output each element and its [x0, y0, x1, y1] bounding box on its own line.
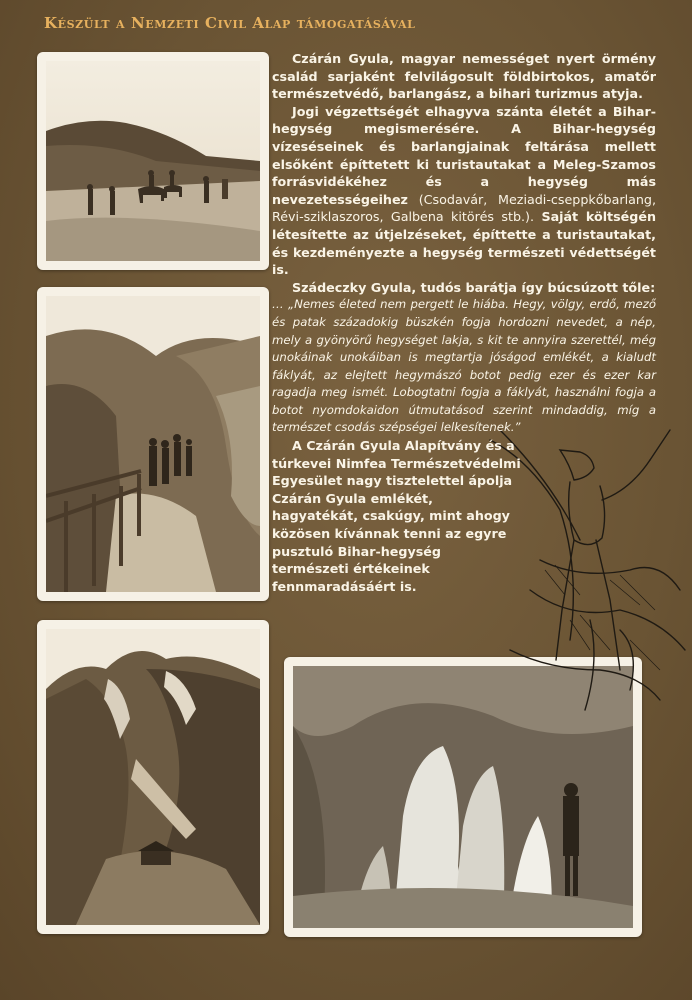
- horse-riders-photo: [37, 52, 269, 270]
- page-header: Készült a Nemzeti Civil Alap támogatásával: [44, 14, 416, 32]
- foundation-paragraph: A Czárán Gyula Alapítvány és a túrkevei Nimfea Természetvédelmi Egyesület nagy tisztelettel ápolja Czárán Gyula emlékét, hagyatékát, csakúgy, mint ahogy közösen kívánnak tenni az egyre pusztuló Bihar-hegység természeti értékeinek fennmaradásáért is.: [272, 438, 521, 594]
- biography-bold-end: Saját költségén létesítette az útjelzéseket, építtette a turistautakat, és kezdeményezte a hegység természeti védettségét is.: [272, 209, 656, 278]
- farewell-quote: … „Nemes életed nem pergett le hiába. Hegy, völgy, erdő, mező és patak századokig büszkén fogja hordozni nevedet, a nép, mely a gyönyörű hegységet lakja, s kit te annyira szerettél, még unokáinak unokáiban is megtartja jóságod emlékét, a kialudt fáklyát, az elejtett hegymászó botot pedig ezer és ezer kar ragadja meg ismét. Lobogtatni fogja a fáklyát, használni fogja a botot nyomdokaidon útmutatásod szerint mindaddig, míg a természet csodás szépségei lelkesítenek.”: [272, 297, 656, 435]
- mountain-valley-photo: [37, 620, 269, 934]
- article-text: [272, 50, 656, 595]
- farewell-intro: Szádeczky Gyula, tudós barátja így búcsúzott tőle:: [292, 279, 656, 295]
- biography-places: (Csodavár, Meziadi-cseppkőbarlang, Révi-sziklaszoros, Galbena kitörés stb.).: [272, 191, 656, 225]
- intro-paragraph: Czárán Gyula, magyar nemességet nyert örmény család sarjaként felvilágosult földbirtokos, amatőr természetvédő, barlangász, a bihari turizmus atyja.: [272, 51, 656, 102]
- forest-path-photo: [37, 287, 269, 601]
- biography-paragraph: [272, 103, 656, 279]
- biography-bold: Jogi végzettségét elhagyva szánta életét a Bihar-hegység megismerésére. A Bihar-hegység vízeséseinek és barlangjainak feltárása mellett elsőként építtetett ki turistautakat a Meleg-Szamos forrásvidékéhez és a hegység más nevezetességeihez: [272, 103, 656, 207]
